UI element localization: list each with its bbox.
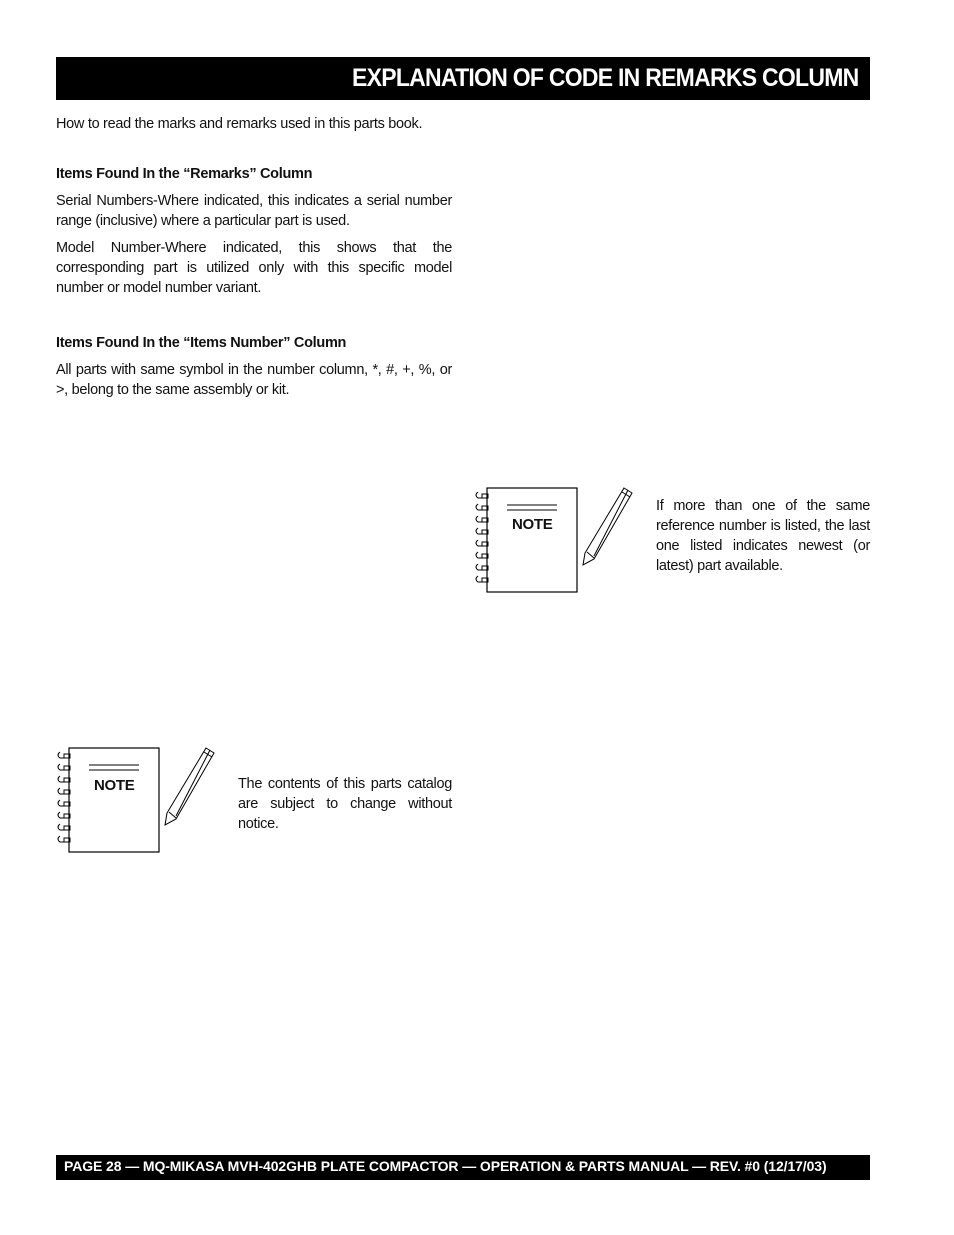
- items-number-text: All parts with same symbol in the number column, *, #, +, %, or >, belong to the same assembly or kit.: [56, 362, 452, 398]
- items-number-heading: Items Found In the “Items Number” Column: [56, 335, 347, 351]
- model-number-text: Model Number-Where indicated, this shows that the corresponding part is utilized only with this specific model number or model number variant.: [56, 240, 452, 296]
- title-bar: [56, 57, 870, 100]
- note-text-1: If more than one of the same reference number is listed, the last one listed indicates newest (or latest) part available.: [656, 498, 870, 574]
- serial-numbers-text: Serial Numbers-Where indicated, this indicates a serial number range (inclusive) where a particular part is used.: [56, 193, 452, 229]
- intro-text: How to read the marks and remarks used in this parts book.: [56, 116, 423, 132]
- notepad-pencil-icon: [52, 744, 227, 854]
- remarks-heading: Items Found In the “Remarks” Column: [56, 166, 313, 182]
- notepad-pencil-icon: [470, 484, 645, 594]
- footer-bar: [56, 1155, 870, 1180]
- note-label-2: NOTE: [94, 777, 135, 794]
- note-text-2: The contents of this parts catalog are subject to change without notice.: [238, 776, 452, 832]
- footer-text: PAGE 28 — MQ-MIKASA MVH-402GHB PLATE COMPACTOR — OPERATION & PARTS MANUAL — REV. #0 (12/17/03): [64, 1158, 827, 1174]
- page-title: EXPLANATION OF CODE IN REMARKS COLUMN: [351, 64, 858, 92]
- note-label-1: NOTE: [512, 516, 553, 533]
